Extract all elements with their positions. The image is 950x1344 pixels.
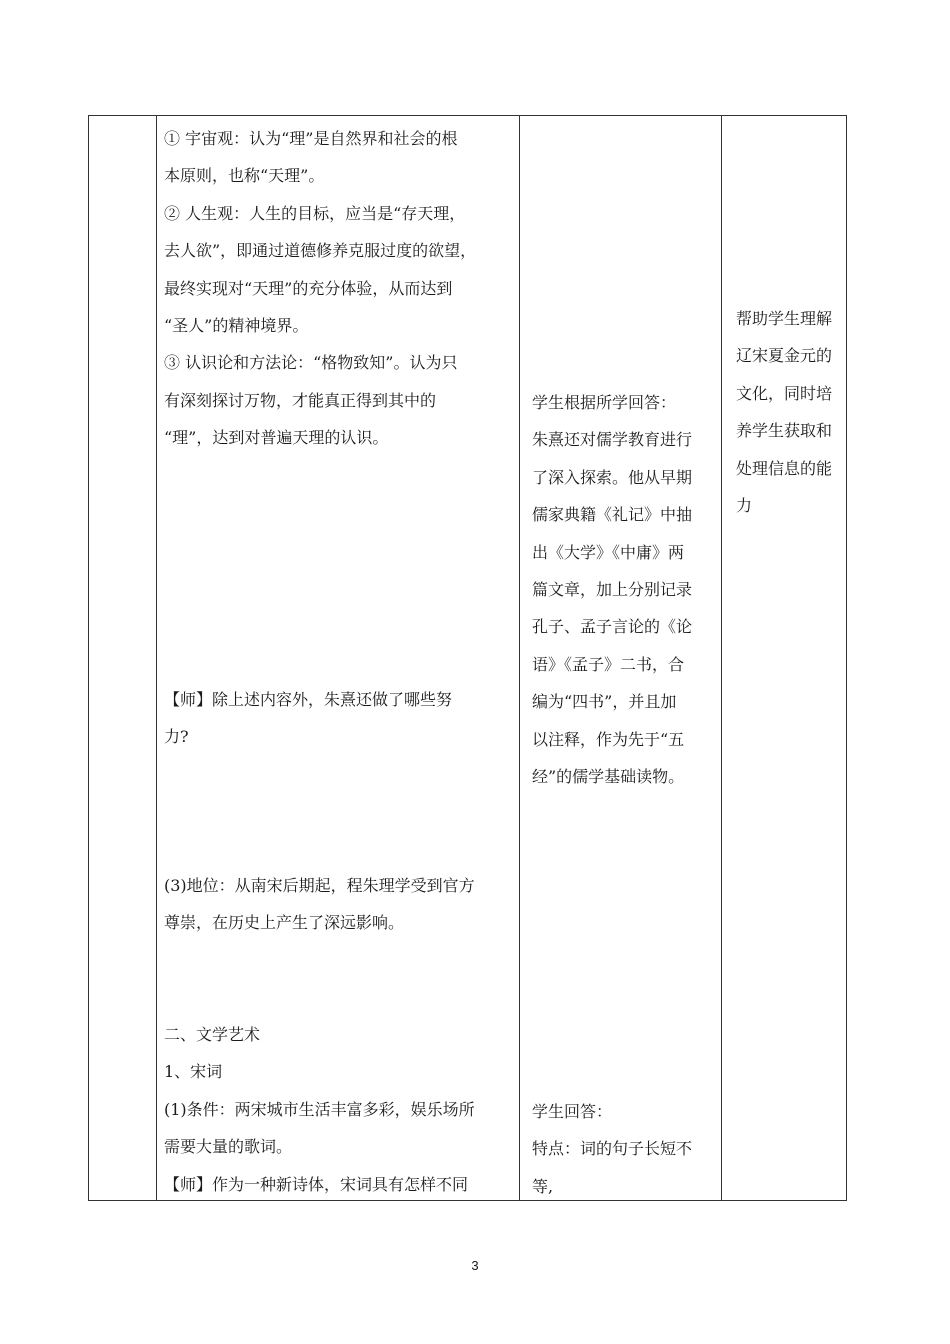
text-line: “圣人”的精神境界。 xyxy=(164,316,309,336)
status-block xyxy=(164,867,475,942)
text-line: 【师】除上述内容外，朱熹还做了哪些努 xyxy=(164,690,453,709)
column-divider xyxy=(721,116,722,1200)
text-line: 处理信息的能 xyxy=(736,458,833,478)
text-line: 学生根据所学回答： xyxy=(532,393,677,412)
text-line: 最终实现对“天理”的充分体验，从而达到 xyxy=(164,278,453,298)
text-line: 篇文章，加上分别记录 xyxy=(532,580,693,600)
section-heading: 二、文学艺术 xyxy=(164,1025,261,1044)
text-line: 学生回答： xyxy=(532,1102,613,1121)
text-line: 等, xyxy=(532,1176,554,1196)
text-line: 养学生获取和 xyxy=(736,421,833,441)
text-line: 需要大量的歌词。 xyxy=(164,1137,293,1157)
text-line: 孔子、孟子言论的《论 xyxy=(532,617,693,637)
text-line: 力 xyxy=(736,496,753,516)
text-line: 本原则，也称“天理”。 xyxy=(164,166,325,186)
student-answer-block-2 xyxy=(532,1093,692,1205)
text-line: (1)条件：两宋城市生活丰富多彩，娱乐场所 xyxy=(164,1099,475,1119)
text-line: 特点：词的句子长短不 xyxy=(532,1139,693,1159)
column-divider xyxy=(519,116,520,1200)
teacher-question-block xyxy=(164,681,452,756)
student-answer-block xyxy=(532,384,692,795)
design-intent-block xyxy=(736,300,832,524)
subsection-heading: 1、宋词 xyxy=(164,1062,223,1082)
text-line: 经”的儒学基础读物。 xyxy=(532,767,685,787)
text-line: 朱熹还对儒学教育进行 xyxy=(532,430,693,450)
page-number: 3 xyxy=(471,1258,479,1273)
text-line: ① 宇宙观：认为“理”是自然界和社会的根 xyxy=(164,129,458,148)
text-line: 有深刻探讨万物，才能真正得到其中的 xyxy=(164,390,437,410)
literature-section-block xyxy=(164,1016,475,1203)
text-line: ② 人生观：人生的目标，应当是“存天理， xyxy=(164,203,466,223)
text-line: 了深入探索。他从早期 xyxy=(532,467,693,487)
text-line: 【师】作为一种新诗体，宋词具有怎样不同 xyxy=(164,1174,469,1194)
text-line: 尊崇，在历史上产生了深远影响。 xyxy=(164,913,405,933)
text-line: 帮助学生理解 xyxy=(736,309,833,328)
text-line: ③ 认识论和方法论：“格物致知”。认为只 xyxy=(164,353,458,373)
text-line: 辽宋夏金元的 xyxy=(736,346,833,366)
text-line: 力? xyxy=(164,727,189,747)
text-line: 去人欲”，即通过道德修养克服过度的欲望， xyxy=(164,241,477,261)
text-line: “理”，达到对普遍天理的认识。 xyxy=(164,428,389,448)
text-line: 以注释，作为先于“五 xyxy=(532,729,685,749)
text-line: (3)地位：从南宋后期起，程朱理学受到官方 xyxy=(164,876,475,895)
column-divider xyxy=(156,116,157,1200)
text-line: 编为“四书”，并且加 xyxy=(532,692,677,712)
teaching-content-block xyxy=(164,120,476,457)
text-line: 出《大学》《中庸》两 xyxy=(532,542,685,562)
text-line: 语》《孟子》二书，合 xyxy=(532,654,685,674)
text-line: 儒家典籍《礼记》中抽 xyxy=(532,505,693,525)
text-line: 文化，同时培 xyxy=(736,383,833,403)
